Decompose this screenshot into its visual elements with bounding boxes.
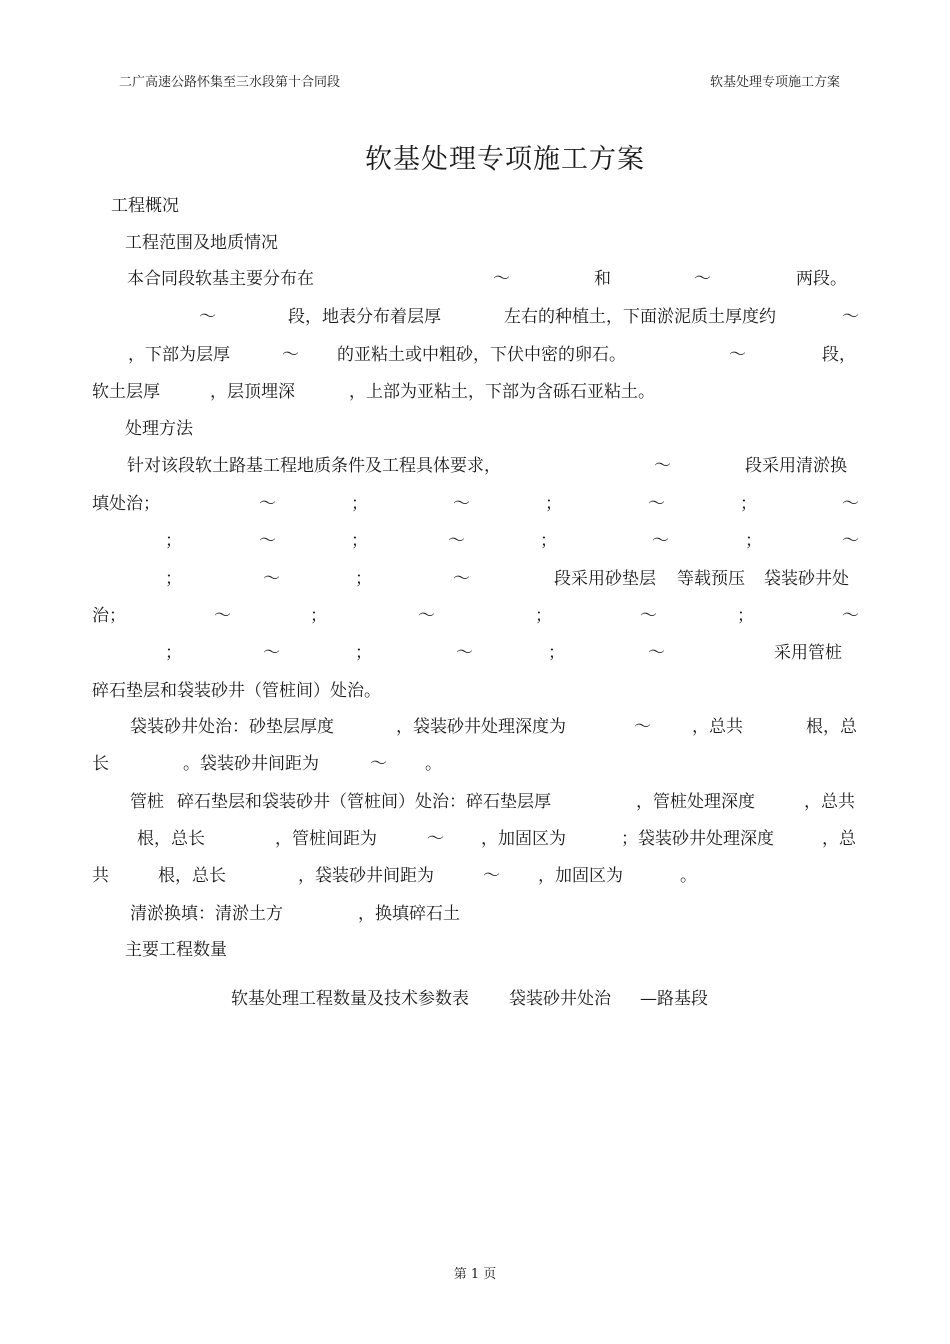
text-run: 共 — [92, 866, 109, 886]
text-run: ～ — [427, 829, 444, 849]
text-run: ，下部为层厚 — [128, 345, 230, 365]
text-run: 采用管桩 — [774, 643, 842, 663]
subsection-heading-method: 处理方法 — [125, 419, 193, 439]
text-run: 针对该段软土路基工程地质条件及工程具体要求， — [127, 456, 501, 476]
text-run: ，管桩间距为 — [275, 829, 377, 849]
text-run: ～ — [456, 643, 473, 663]
text-run: ，总共 — [804, 792, 855, 812]
text-run: 段， — [822, 345, 856, 365]
text-run: ～ — [842, 606, 859, 626]
text-run: 根，总长 — [137, 829, 205, 849]
text-run: ； — [545, 494, 562, 514]
text-run: ； — [310, 606, 327, 626]
text-run: 段，地表分布着层厚 — [288, 307, 441, 327]
text-run: ； — [355, 643, 372, 663]
text-run: 。袋装砂井间距为 — [183, 754, 319, 774]
text-run: ～ — [370, 754, 387, 774]
text-run: ； — [737, 606, 754, 626]
text-run: 。 — [680, 866, 697, 886]
text-run: 管桩 — [130, 792, 164, 812]
text-run: ，袋装砂井处理深度为 — [396, 717, 566, 737]
text-run: 清淤换填：清淤土方 — [130, 904, 283, 924]
text-run: ～ — [453, 569, 470, 589]
text-run: 袋装砂井处治 — [509, 989, 611, 1009]
text-run: ； — [540, 531, 557, 551]
text-run: ，加固区为 — [538, 866, 623, 886]
text-run: 碎石垫层和袋装砂井（管桩间）处治。 — [92, 681, 381, 701]
text-run: ； — [745, 531, 762, 551]
text-run: ； — [351, 494, 368, 514]
text-run: 根，总 — [806, 717, 857, 737]
text-run: 填处治； — [92, 494, 160, 514]
running-header-right: 软基处理专项施工方案 — [710, 75, 841, 90]
text-run: 根，总长 — [158, 866, 226, 886]
text-run: 的亚粘土或中粗砂，下伏中密的卵石。 — [337, 345, 626, 365]
text-run: ～ — [453, 494, 470, 514]
text-run: ～ — [654, 456, 671, 476]
text-run: ～ — [483, 866, 500, 886]
text-run: ～ — [259, 494, 276, 514]
text-run: 等载预压 — [677, 569, 745, 589]
text-run: ； — [535, 606, 552, 626]
text-run: ～ — [652, 531, 669, 551]
text-run: 和 — [594, 269, 611, 289]
text-run: ； — [165, 643, 182, 663]
text-run: ； — [351, 531, 368, 551]
running-header-left: 二广高速公路怀集至三水段第十合同段 — [119, 75, 341, 90]
subsection-heading-scope: 工程范围及地质情况 — [125, 233, 278, 253]
text-run: ～ — [640, 606, 657, 626]
text-run: ，总 — [822, 829, 856, 849]
text-run: ，加固区为 — [481, 829, 566, 849]
text-run: ； — [740, 494, 757, 514]
text-run: ～ — [259, 531, 276, 551]
text-run: ，层顶埋深 — [210, 382, 295, 402]
text-run: 长 — [92, 754, 109, 774]
text-run: 袋装砂井处治：砂垫层厚度 — [130, 717, 334, 737]
text-run: ，换填碎石土 — [358, 904, 460, 924]
text-run: ； — [548, 643, 565, 663]
text-run: 段采用砂垫层 — [554, 569, 656, 589]
text-run: ～ — [214, 606, 231, 626]
text-run: 软土层厚 — [92, 382, 160, 402]
text-run: ，袋装砂井间距为 — [298, 866, 434, 886]
text-run: ～ — [282, 345, 299, 365]
text-run: ； — [165, 569, 182, 589]
text-run: ～ — [842, 307, 859, 327]
text-run: ～ — [493, 269, 510, 289]
text-run: ～ — [694, 269, 711, 289]
text-run: ； — [165, 531, 182, 551]
text-run: 治； — [92, 606, 126, 626]
text-run: 段采用清淤换 — [745, 456, 847, 476]
text-run: ～ — [729, 345, 746, 365]
text-run: ～ — [263, 569, 280, 589]
text-run: ～ — [648, 643, 665, 663]
text-run: ～ — [648, 494, 665, 514]
text-run: 软基处理工程数量及技术参数表 — [231, 989, 469, 1009]
text-run: ～ — [418, 606, 435, 626]
text-run: ，管桩处理深度 — [636, 792, 755, 812]
text-run: 左右的种植土，下面淤泥质土厚度约 — [504, 307, 776, 327]
subsection-heading-quantities: 主要工程数量 — [125, 940, 227, 960]
text-run: 本合同段软基主要分布在 — [127, 269, 314, 289]
text-run: 碎石垫层和袋装砂井（管桩间）处治：碎石垫层厚 — [177, 792, 551, 812]
text-run: ～ — [448, 531, 465, 551]
text-run: ； — [355, 569, 372, 589]
text-run: ，上部为亚粘土，下部为含砾石亚粘土。 — [349, 382, 655, 402]
section-heading-overview: 工程概况 — [111, 196, 179, 216]
text-run: —路基段 — [640, 989, 708, 1009]
text-run: ～ — [263, 643, 280, 663]
text-run: ～ — [634, 717, 651, 737]
text-run: ～ — [199, 307, 216, 327]
text-run: ～ — [842, 531, 859, 551]
text-run: 两段。 — [796, 269, 847, 289]
page-number: 第 1 页 — [453, 1267, 497, 1282]
text-run: ，总共 — [692, 717, 743, 737]
text-run: ～ — [842, 494, 859, 514]
text-run: 袋装砂井处 — [764, 569, 849, 589]
text-run: ；袋装砂井处理深度 — [621, 829, 774, 849]
document-title: 软基处理专项施工方案 — [365, 144, 645, 175]
text-run: 。 — [425, 754, 442, 774]
